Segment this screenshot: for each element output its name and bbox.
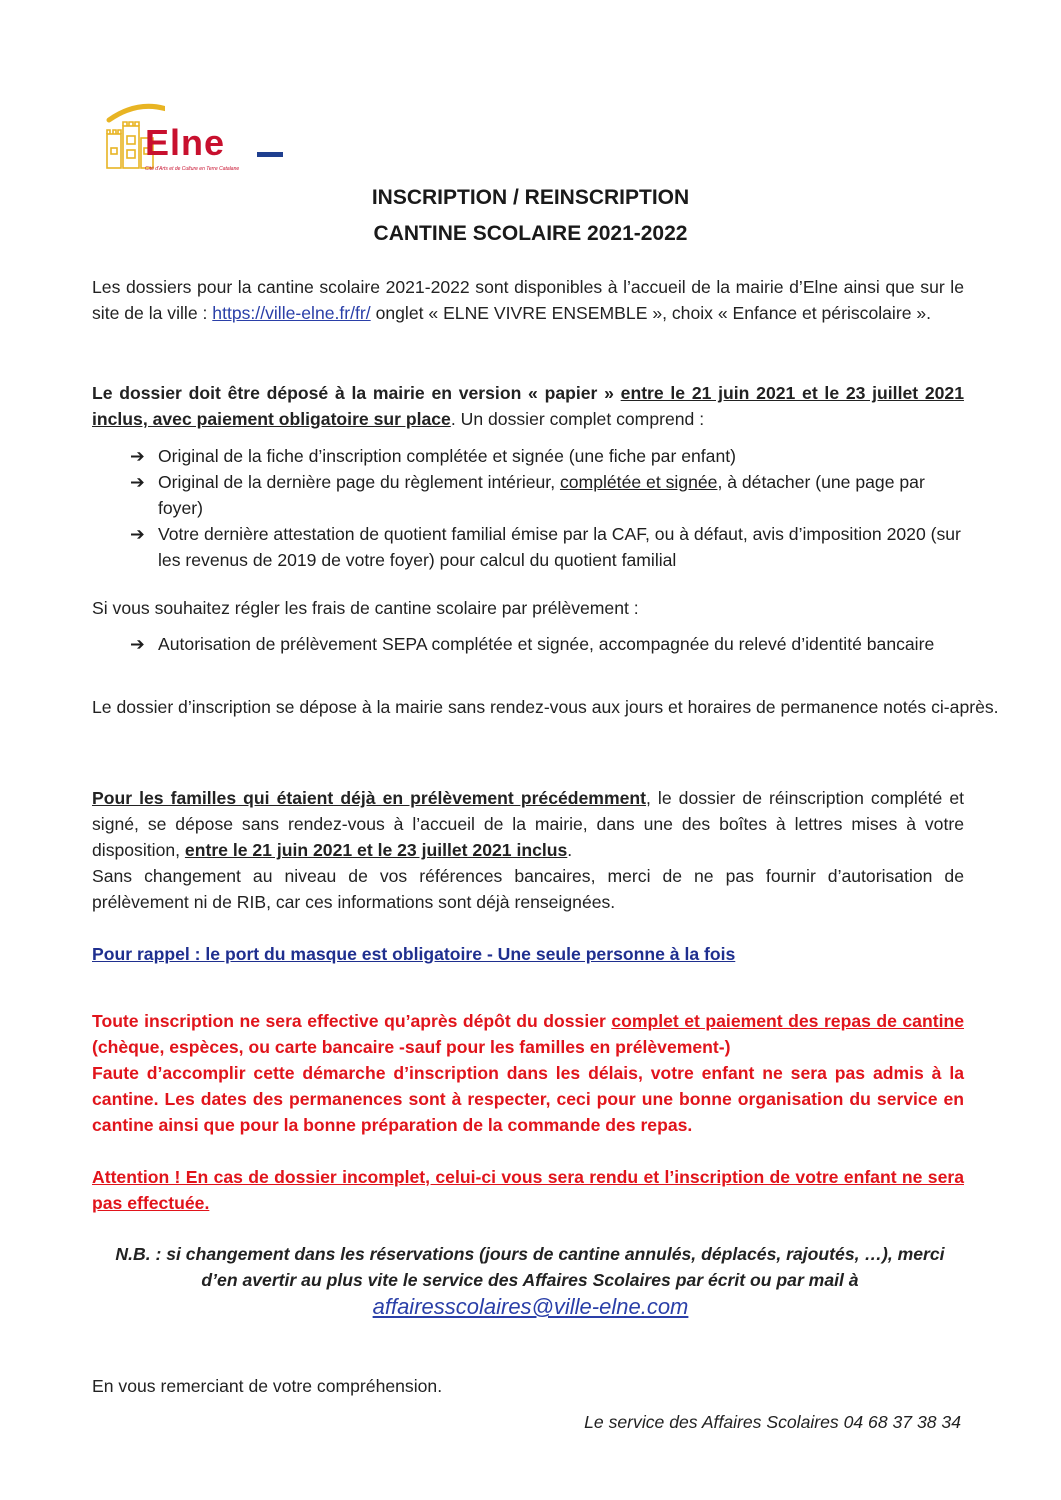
- bullet-underline: complétée et signée: [559, 472, 718, 492]
- intro-paragraph: [92, 274, 964, 326]
- arrow-icon: ➔: [130, 634, 145, 654]
- bank-note: Sans changement au niveau de vos références bancaires, merci de ne pas fournir d’autorisation de prélèvement ni de RIB, car ces informations sont déjà renseignées.: [92, 866, 964, 912]
- list-item: [130, 631, 970, 657]
- logo-underline: [257, 152, 283, 157]
- email-link[interactable]: affairesscolaires@ville-elne.com: [372, 1294, 689, 1319]
- logo-name: Elne: [145, 122, 226, 163]
- families-heading: Pour les familles qui étaient déjà en prélèvement précédemment: [92, 788, 646, 808]
- deposit-bold: Le dossier doit être déposé à la mairie en version « papier »: [92, 383, 621, 403]
- list-item: [130, 469, 970, 521]
- families-text: , le dossier de réinscription complété et signé, se dépose sans rendez-vous à l’accueil de la mairie, dans une des boîtes à lettres mises à votre disposition,: [92, 788, 964, 860]
- warning-underline: complet et paiement des repas de cantine: [611, 1011, 964, 1031]
- nb-line-2: d’en avertir au plus vite le service des Affaires Scolaires par écrit ou par mail à: [201, 1270, 859, 1290]
- families-dates: entre le 21 juin 2021 et le 23 juillet 2021 inclus: [184, 840, 568, 860]
- arrow-icon: ➔: [130, 524, 145, 544]
- thanks-text: En vous remerciant de votre compréhension.: [92, 1376, 443, 1396]
- mask-reminder: [92, 941, 964, 967]
- bullet-text: Votre dernière attestation de quotient familial émise par la CAF, ou à défaut, avis d’imposition 2020 (sur les revenus de 2019 de votre foyer) pour calcul du quotient familial: [158, 524, 961, 570]
- reminder-text: Pour rappel : le port du masque est obligatoire - Une seule personne à la fois: [92, 944, 736, 964]
- logo-tagline: Cité d'Arts et de Culture en Terre Catalane: [145, 166, 240, 172]
- families-end: .: [567, 840, 573, 860]
- intro-text: Les dossiers pour la cantine scolaire 2021-2022 sont disponibles à l’accueil de la mairie d’Elne ainsi que sur le site de la ville :: [92, 277, 964, 323]
- elne-logo: [105, 100, 295, 180]
- deadline-warning: Faute d’accomplir cette démarche d’inscription dans les délais, votre enfant ne sera pas admis à la cantine. Les dates des permanences sont à respecter, ceci pour une bonne organisation du service en cantine ainsi que pour la bonne préparation de la commande des repas.: [92, 1063, 964, 1135]
- sepa-intro: Si vous souhaitez régler les frais de cantine scolaire par prélèvement :: [92, 598, 639, 618]
- deposit-dates: entre le 21 juin 2021 et le 23 juillet 2021 inclus, avec paiement obligatoire sur place: [92, 383, 964, 429]
- arrow-icon: ➔: [130, 472, 145, 492]
- bullet-text-end: , à détacher (une page par foyer): [158, 472, 925, 518]
- page-title: INSCRIPTION / REINSCRIPTION: [371, 186, 690, 209]
- dossier-note: Le dossier d’inscription se dépose à la mairie sans rendez-vous aux jours et horaires de permanence notés ci-après.: [92, 697, 999, 717]
- website-link[interactable]: https://ville-elne.fr/fr/: [212, 303, 371, 323]
- warning-text: Toute inscription ne sera effective qu’après dépôt du dossier: [92, 1011, 612, 1031]
- list-item: [130, 443, 970, 469]
- bullet-text: Original de la dernière page du règlement intérieur,: [158, 472, 560, 492]
- deposit-rest: . Un dossier complet comprend :: [450, 409, 705, 429]
- attention-notice: Attention ! En cas de dossier incomplet, celui-ci vous sera rendu et l’inscription de votre enfant ne sera pas effectuée.: [92, 1167, 964, 1213]
- signature: Le service des Affaires Scolaires 04 68 37 38 34: [584, 1412, 961, 1432]
- families-paragraph: [92, 785, 964, 863]
- warning-paragraph: [92, 1008, 964, 1060]
- arrow-icon: ➔: [130, 446, 145, 466]
- list-item: [130, 521, 970, 573]
- page-subtitle: CANTINE SCOLAIRE 2021-2022: [373, 222, 688, 245]
- deposit-paragraph: [92, 380, 964, 432]
- bullet-text: Autorisation de prélèvement SEPA complétée et signée, accompagnée du relevé d’identité bancaire: [158, 634, 935, 654]
- intro-text-end: onglet « ELNE VIVRE ENSEMBLE », choix « Enfance et périscolaire ».: [370, 303, 932, 323]
- nb-line-1: N.B. : si changement dans les réservations (jours de cantine annulés, déplacés, rajoutés, …), merci: [115, 1244, 945, 1264]
- bullet-text: Original de la fiche d’inscription complétée et signée (une fiche par enfant): [158, 446, 736, 466]
- warning-text-end: (chèque, espèces, ou carte bancaire -sauf pour les familles en prélèvement-): [92, 1037, 731, 1057]
